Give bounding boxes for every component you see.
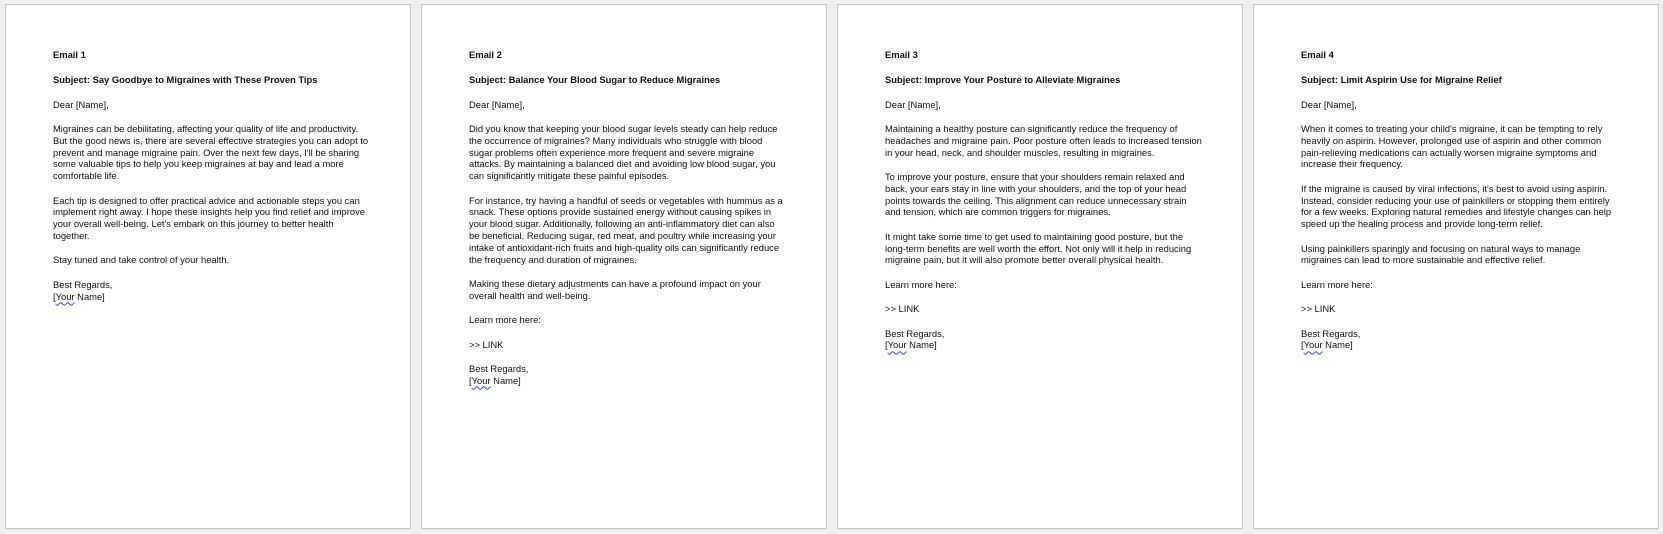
email-1-paragraph-3: Stay tuned and take control of your health. — [53, 254, 230, 266]
email-3-signature-block — [885, 328, 1203, 352]
email-3-paragraph-3: It might take some time to get used to maintaining good posture, but the long-term benefits are well worth the effort. Not only will it help in reducing migraine pain, but it will also promote better overall physical health. — [885, 230, 1192, 266]
email-1-signature — [53, 291, 371, 303]
email-4-signature — [1301, 339, 1619, 351]
email-3-closing: Best Regards, — [885, 327, 945, 339]
email-2-link: >> LINK — [469, 338, 504, 350]
email-3-signature — [885, 339, 1203, 351]
email-4-signature-block — [1301, 328, 1619, 352]
email-4-signature-open: [ — [1301, 339, 1304, 351]
email-1-body — [53, 49, 371, 315]
email-3-signature-word: Your — [887, 339, 907, 351]
email-1-paragraph-2: Each tip is designed to offer practical advice and actionable steps you can implement right away. I hope these insights help you find relief and improve your overall well-being. Let's embark on this journey to better health together. — [53, 194, 365, 241]
email-4-signature-rest: Name] — [1322, 339, 1353, 351]
email-2-learn-more: Learn more here: — [469, 314, 541, 326]
email-2-signature-word: Your — [471, 374, 491, 386]
email-1-label: Email 1 — [53, 49, 86, 60]
email-2-signature — [469, 375, 787, 387]
email-1-paragraph-1: Migraines can be debilitating, affecting your quality of life and productivity. But the good news is, there are several effective strategies you can adopt to prevent and manage migraine pain. Over the next few days, I'll be sharing some valuable tips to help you keep migraines at bay and lead a more comfortable life. — [53, 122, 369, 182]
email-3-signature-rest: Name] — [906, 339, 937, 351]
email-3-paragraph-1: Maintaining a healthy posture can significantly reduce the frequency of headaches and migraine pain. Poor posture often leads to increased tension in your head, neck, and shoulder muscles, resulting in migraines. — [885, 122, 1202, 158]
email-2-label: Email 2 — [469, 49, 502, 60]
email-2-paragraph-3: Making these dietary adjustments can have a profound impact on your overall health and well-being. — [469, 277, 761, 301]
document-page-3 — [837, 4, 1243, 529]
email-2-closing: Best Regards, — [469, 362, 529, 374]
email-4-paragraph-3: Using painkillers sparingly and focusing on natural ways to manage migraines can lead to more sustainable and effective relief. — [1301, 242, 1581, 266]
email-2-subject: Subject: Balance Your Blood Sugar to Reduce Migraines — [469, 74, 721, 86]
email-3-link: >> LINK — [885, 303, 920, 315]
email-4-greeting: Dear [Name], — [1301, 98, 1357, 110]
email-4-learn-more: Learn more here: — [1301, 278, 1373, 290]
email-1-closing: Best Regards, — [53, 278, 113, 290]
email-3-greeting: Dear [Name], — [885, 98, 941, 110]
email-4-body — [1301, 49, 1619, 364]
email-1-signature-rest: Name] — [74, 290, 105, 302]
email-4-link: >> LINK — [1301, 303, 1336, 315]
email-1-signature-word: Your — [55, 290, 75, 302]
email-2-greeting: Dear [Name], — [469, 98, 525, 110]
email-4-signature-word: Your — [1303, 339, 1323, 351]
email-3-label: Email 3 — [885, 49, 918, 60]
email-4-subject: Subject: Limit Aspirin Use for Migraine Relief — [1301, 74, 1502, 86]
email-4-closing: Best Regards, — [1301, 327, 1361, 339]
email-3-signature-open: [ — [885, 339, 888, 351]
email-3-body — [885, 49, 1203, 364]
document-page-4 — [1253, 4, 1659, 529]
email-4-paragraph-1: When it comes to treating your child's migraine, it can be tempting to rely heavily on aspirin. However, prolonged use of aspirin and other common pain-relieving medications can actually worsen migraine symptoms and increase their frequency. — [1301, 122, 1603, 170]
email-3-paragraph-2: To improve your posture, ensure that your shoulders remain relaxed and back, your ears stay in line with your shoulders, and the top of your head points towards the ceiling. This alignment can reduce unnecessary strain and tension, which are common triggers for migraines. — [885, 170, 1187, 218]
email-3-learn-more: Learn more here: — [885, 278, 957, 290]
email-1-greeting: Dear [Name], — [53, 98, 109, 110]
email-2-signature-rest: Name] — [490, 374, 521, 386]
document-page-1 — [5, 4, 411, 529]
email-2-body — [469, 49, 787, 399]
email-1-signature-block — [53, 279, 371, 303]
document-page-2 — [421, 4, 827, 529]
email-2-signature-open: [ — [469, 374, 472, 386]
email-2-signature-block — [469, 363, 787, 387]
email-4-paragraph-2: If the migraine is caused by viral infections, it's best to avoid using aspirin. Instead, consider reducing your use of painkillers or stopping them entirely for a few weeks. Exploring natural remedies and lifestyle changes can help speed up the healing process and provide long-term relief. — [1301, 182, 1612, 230]
email-3-subject: Subject: Improve Your Posture to Alleviate Migraines — [885, 74, 1121, 86]
email-4-label: Email 4 — [1301, 49, 1334, 60]
email-2-paragraph-2: For instance, try having a handful of seeds or vegetables with hummus as a snack. These options provide sustained energy without causing spikes in your blood sugar. Additionally, following an anti-inflammatory diet can also be beneficial. Reducing sugar, red meat, and poultry while increasing your intake of antioxidant-rich fruits and high-quality oils can significantly reduce the frequency and duration of migraines. — [469, 194, 783, 265]
email-1-signature-open: [ — [53, 290, 56, 302]
email-2-paragraph-1: Did you know that keeping your blood sugar levels steady can help reduce the occurrence of migraines? Many individuals who struggle with blood sugar problems often experience more frequent and severe migraine attacks. By maintaining a balanced diet and avoiding low blood sugar, you can significantly mitigate these painful episodes. — [469, 122, 778, 182]
email-1-subject: Subject: Say Goodbye to Migraines with These Proven Tips — [53, 74, 318, 86]
